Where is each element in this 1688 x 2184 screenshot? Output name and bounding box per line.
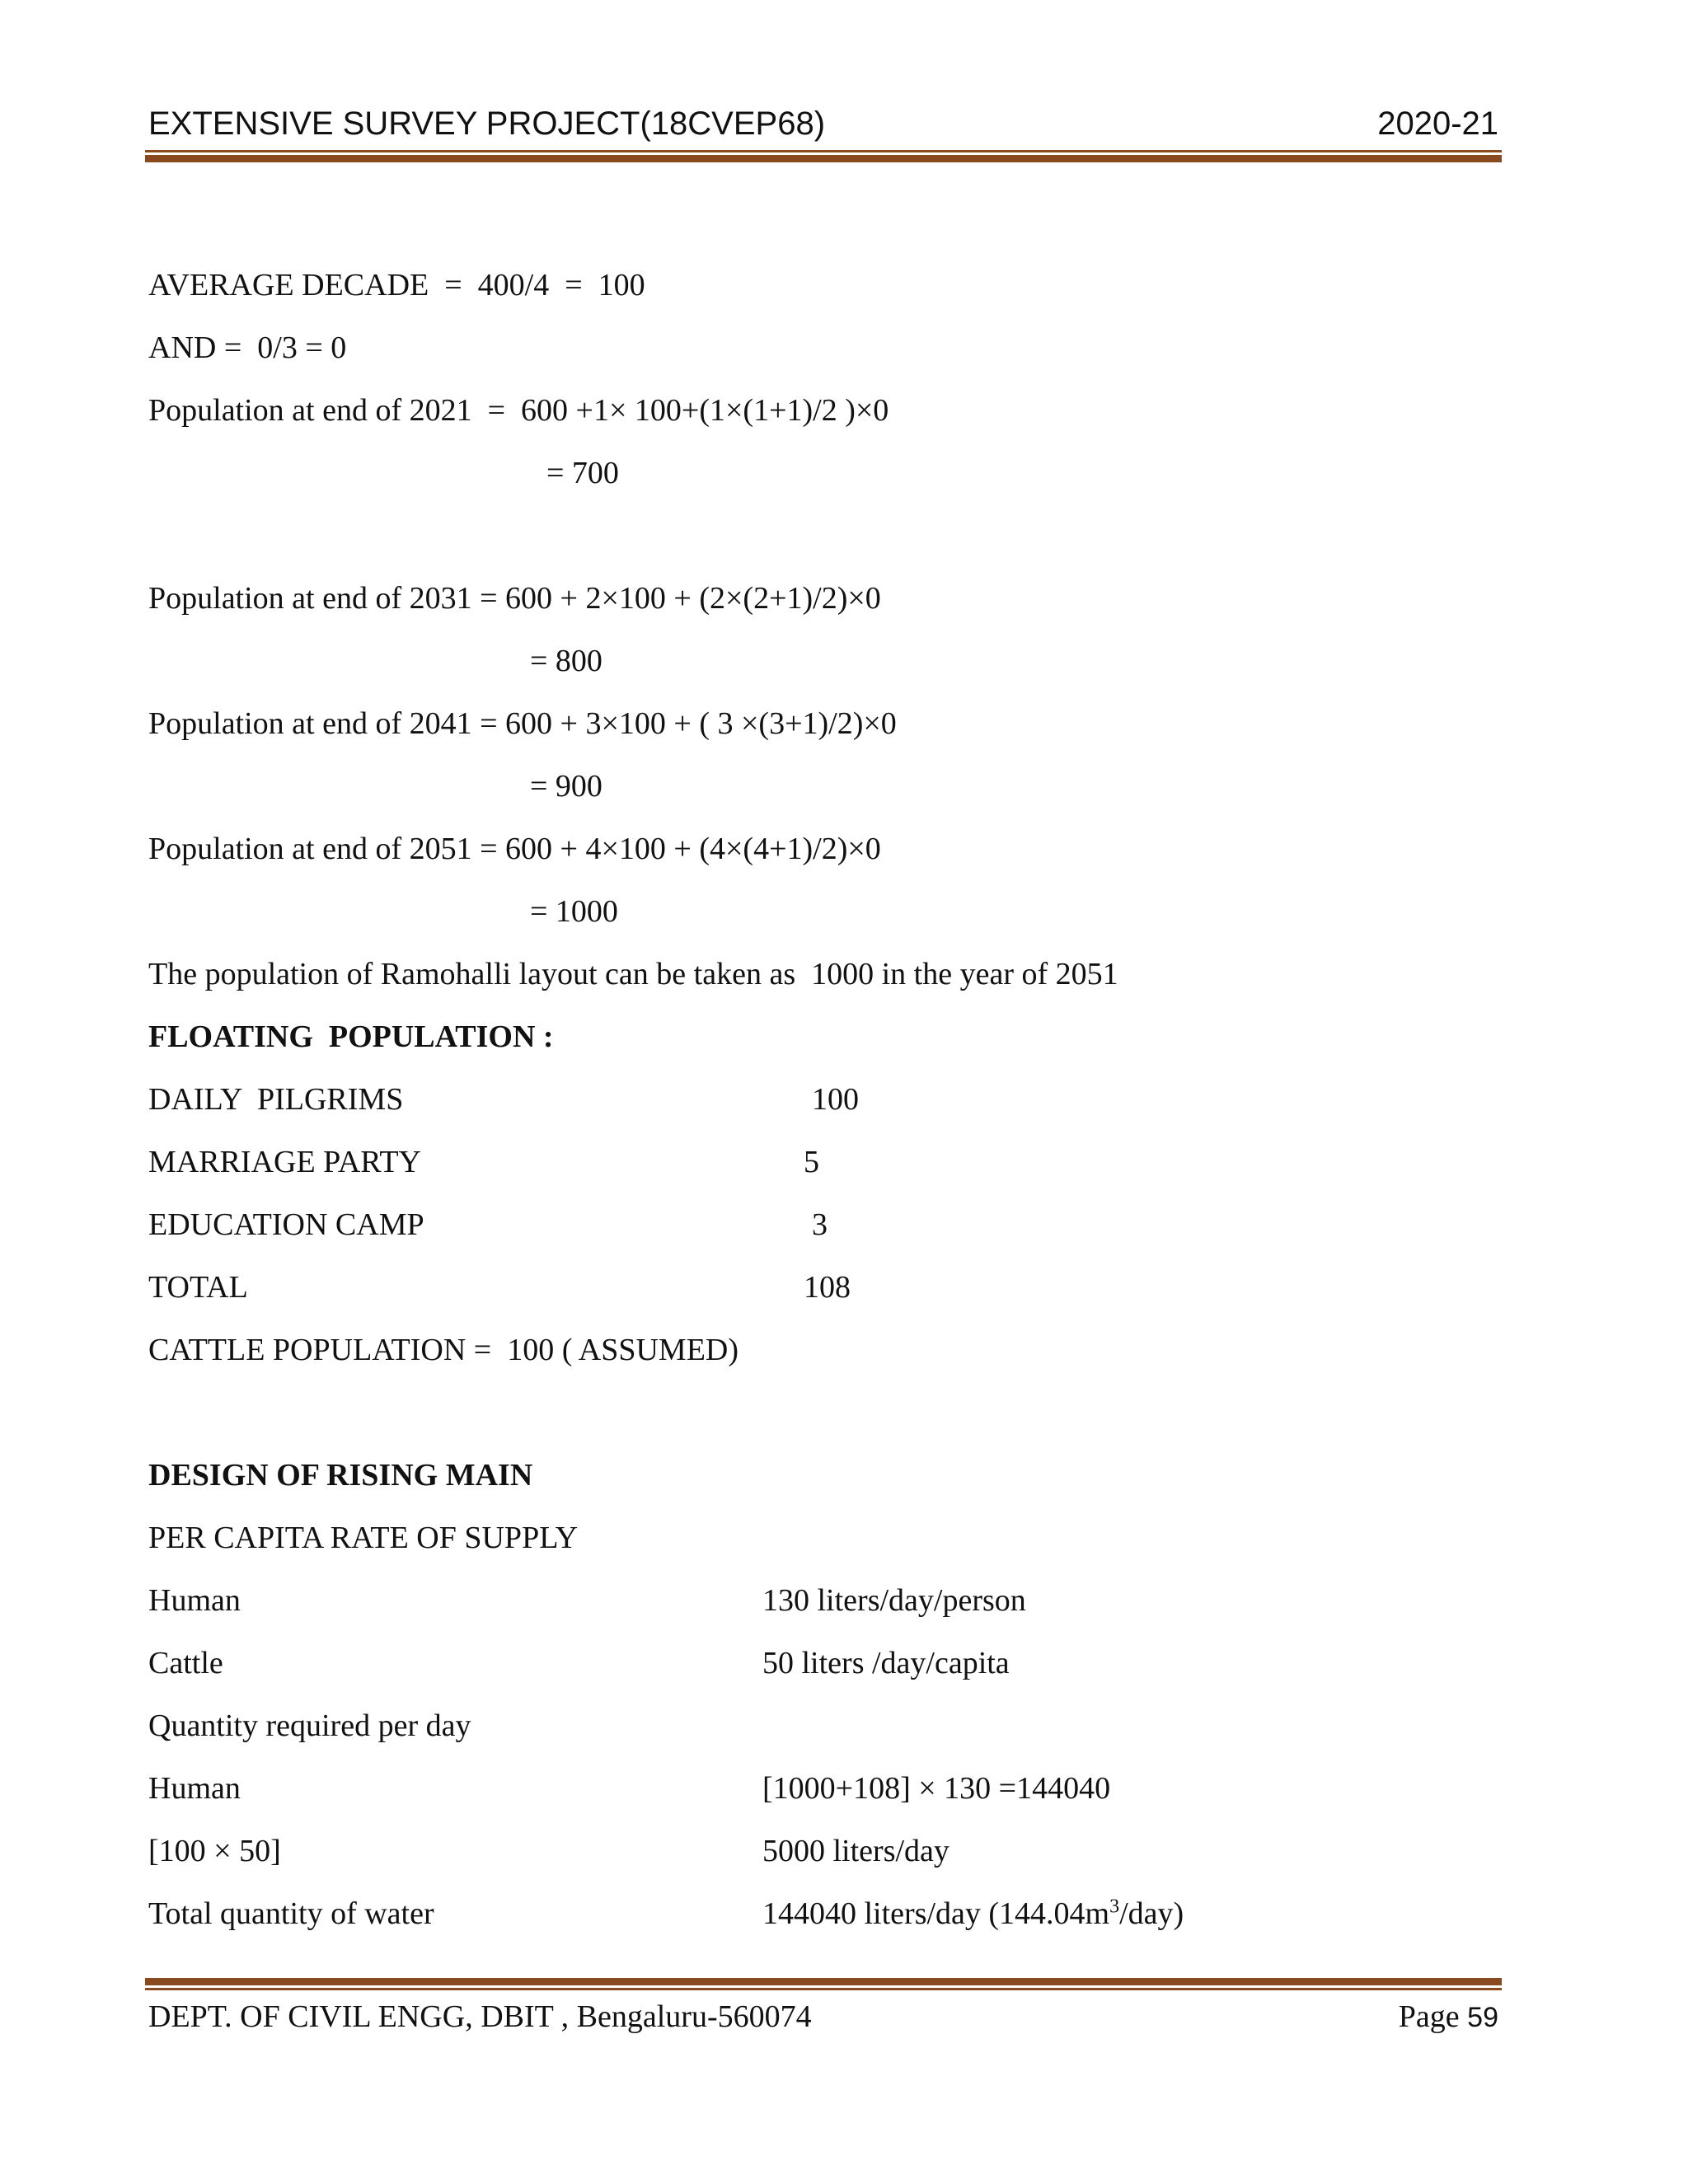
footer-department: DEPT. OF CIVIL ENGG, DBIT , Bengaluru-560074 — [148, 1999, 812, 2034]
population-2021-result: = 700 — [546, 456, 619, 490]
header-rule — [145, 150, 1502, 162]
population-2041-result: = 900 — [530, 769, 603, 804]
floating-population-heading: FLOATING POPULATION : — [148, 1019, 554, 1054]
floating-row-label: TOTAL — [148, 1270, 248, 1305]
cattle-quantity-value: 5000 liters/day — [762, 1834, 950, 1868]
human-quantity-value: [1000+108] × 130 =144040 — [762, 1771, 1111, 1806]
header-title: EXTENSIVE SURVEY PROJECT(18CVEP68) — [148, 105, 826, 142]
floating-row-value: 3 — [812, 1207, 828, 1242]
average-decade-line: AVERAGE DECADE = 400/4 = 100 — [148, 268, 645, 302]
population-2051-line: Population at end of 2051 = 600 + 4×100 + (4×(4+1)/2)×0 — [148, 832, 881, 866]
population-2031-result: = 800 — [530, 644, 603, 678]
quantity-heading: Quantity required per day — [148, 1708, 471, 1743]
page-header — [148, 101, 1498, 147]
population-2041-line: Population at end of 2041 = 600 + 3×100 + ( 3 ×(3+1)/2)×0 — [148, 706, 897, 741]
floating-row-value: 108 — [804, 1270, 851, 1305]
cattle-rate-label: Cattle — [148, 1646, 223, 1680]
floating-row-value: 100 — [812, 1082, 859, 1117]
per-capita-heading: PER CAPITA RATE OF SUPPLY — [148, 1521, 579, 1555]
rising-main-heading: DESIGN OF RISING MAIN — [148, 1458, 533, 1493]
cattle-population-line: CATTLE POPULATION = 100 ( ASSUMED) — [148, 1333, 739, 1367]
population-2031-line: Population at end of 2031 = 600 + 2×100 + (2×(2+1)/2)×0 — [148, 581, 881, 616]
floating-row-label: DAILY PILGRIMS — [148, 1082, 404, 1117]
population-2021-line: Population at end of 2021 = 600 +1× 100+(1×(1+1)/2 )×0 — [148, 393, 889, 428]
cattle-quantity-label: [100 × 50] — [148, 1834, 281, 1868]
population-conclusion: The population of Ramohalli layout can be taken as 1000 in the year of 2051 — [148, 957, 1118, 991]
header-year: 2020-21 — [1377, 105, 1498, 142]
footer-rule — [145, 1978, 1502, 1990]
total-quantity-value: 144040 liters/day $(144.04m^3/day)$ — [762, 1896, 1184, 1931]
floating-row-label: MARRIAGE PARTY — [148, 1145, 421, 1179]
human-rate-value: 130 liters/day/person — [762, 1583, 1026, 1618]
page-number: Page 59 — [1398, 1999, 1498, 2034]
floating-row-label: EDUCATION CAMP — [148, 1207, 424, 1242]
total-quantity-label: Total quantity of water — [148, 1896, 434, 1931]
human-quantity-label: Human — [148, 1771, 241, 1806]
cattle-rate-value: 50 liters /day/capita — [762, 1646, 1010, 1680]
and-line: AND = 0/3 = 0 — [148, 330, 347, 365]
population-2051-result: = 1000 — [530, 894, 618, 929]
human-rate-label: Human — [148, 1583, 241, 1618]
page-footer — [148, 1996, 1498, 2037]
floating-row-value: 5 — [804, 1145, 819, 1179]
